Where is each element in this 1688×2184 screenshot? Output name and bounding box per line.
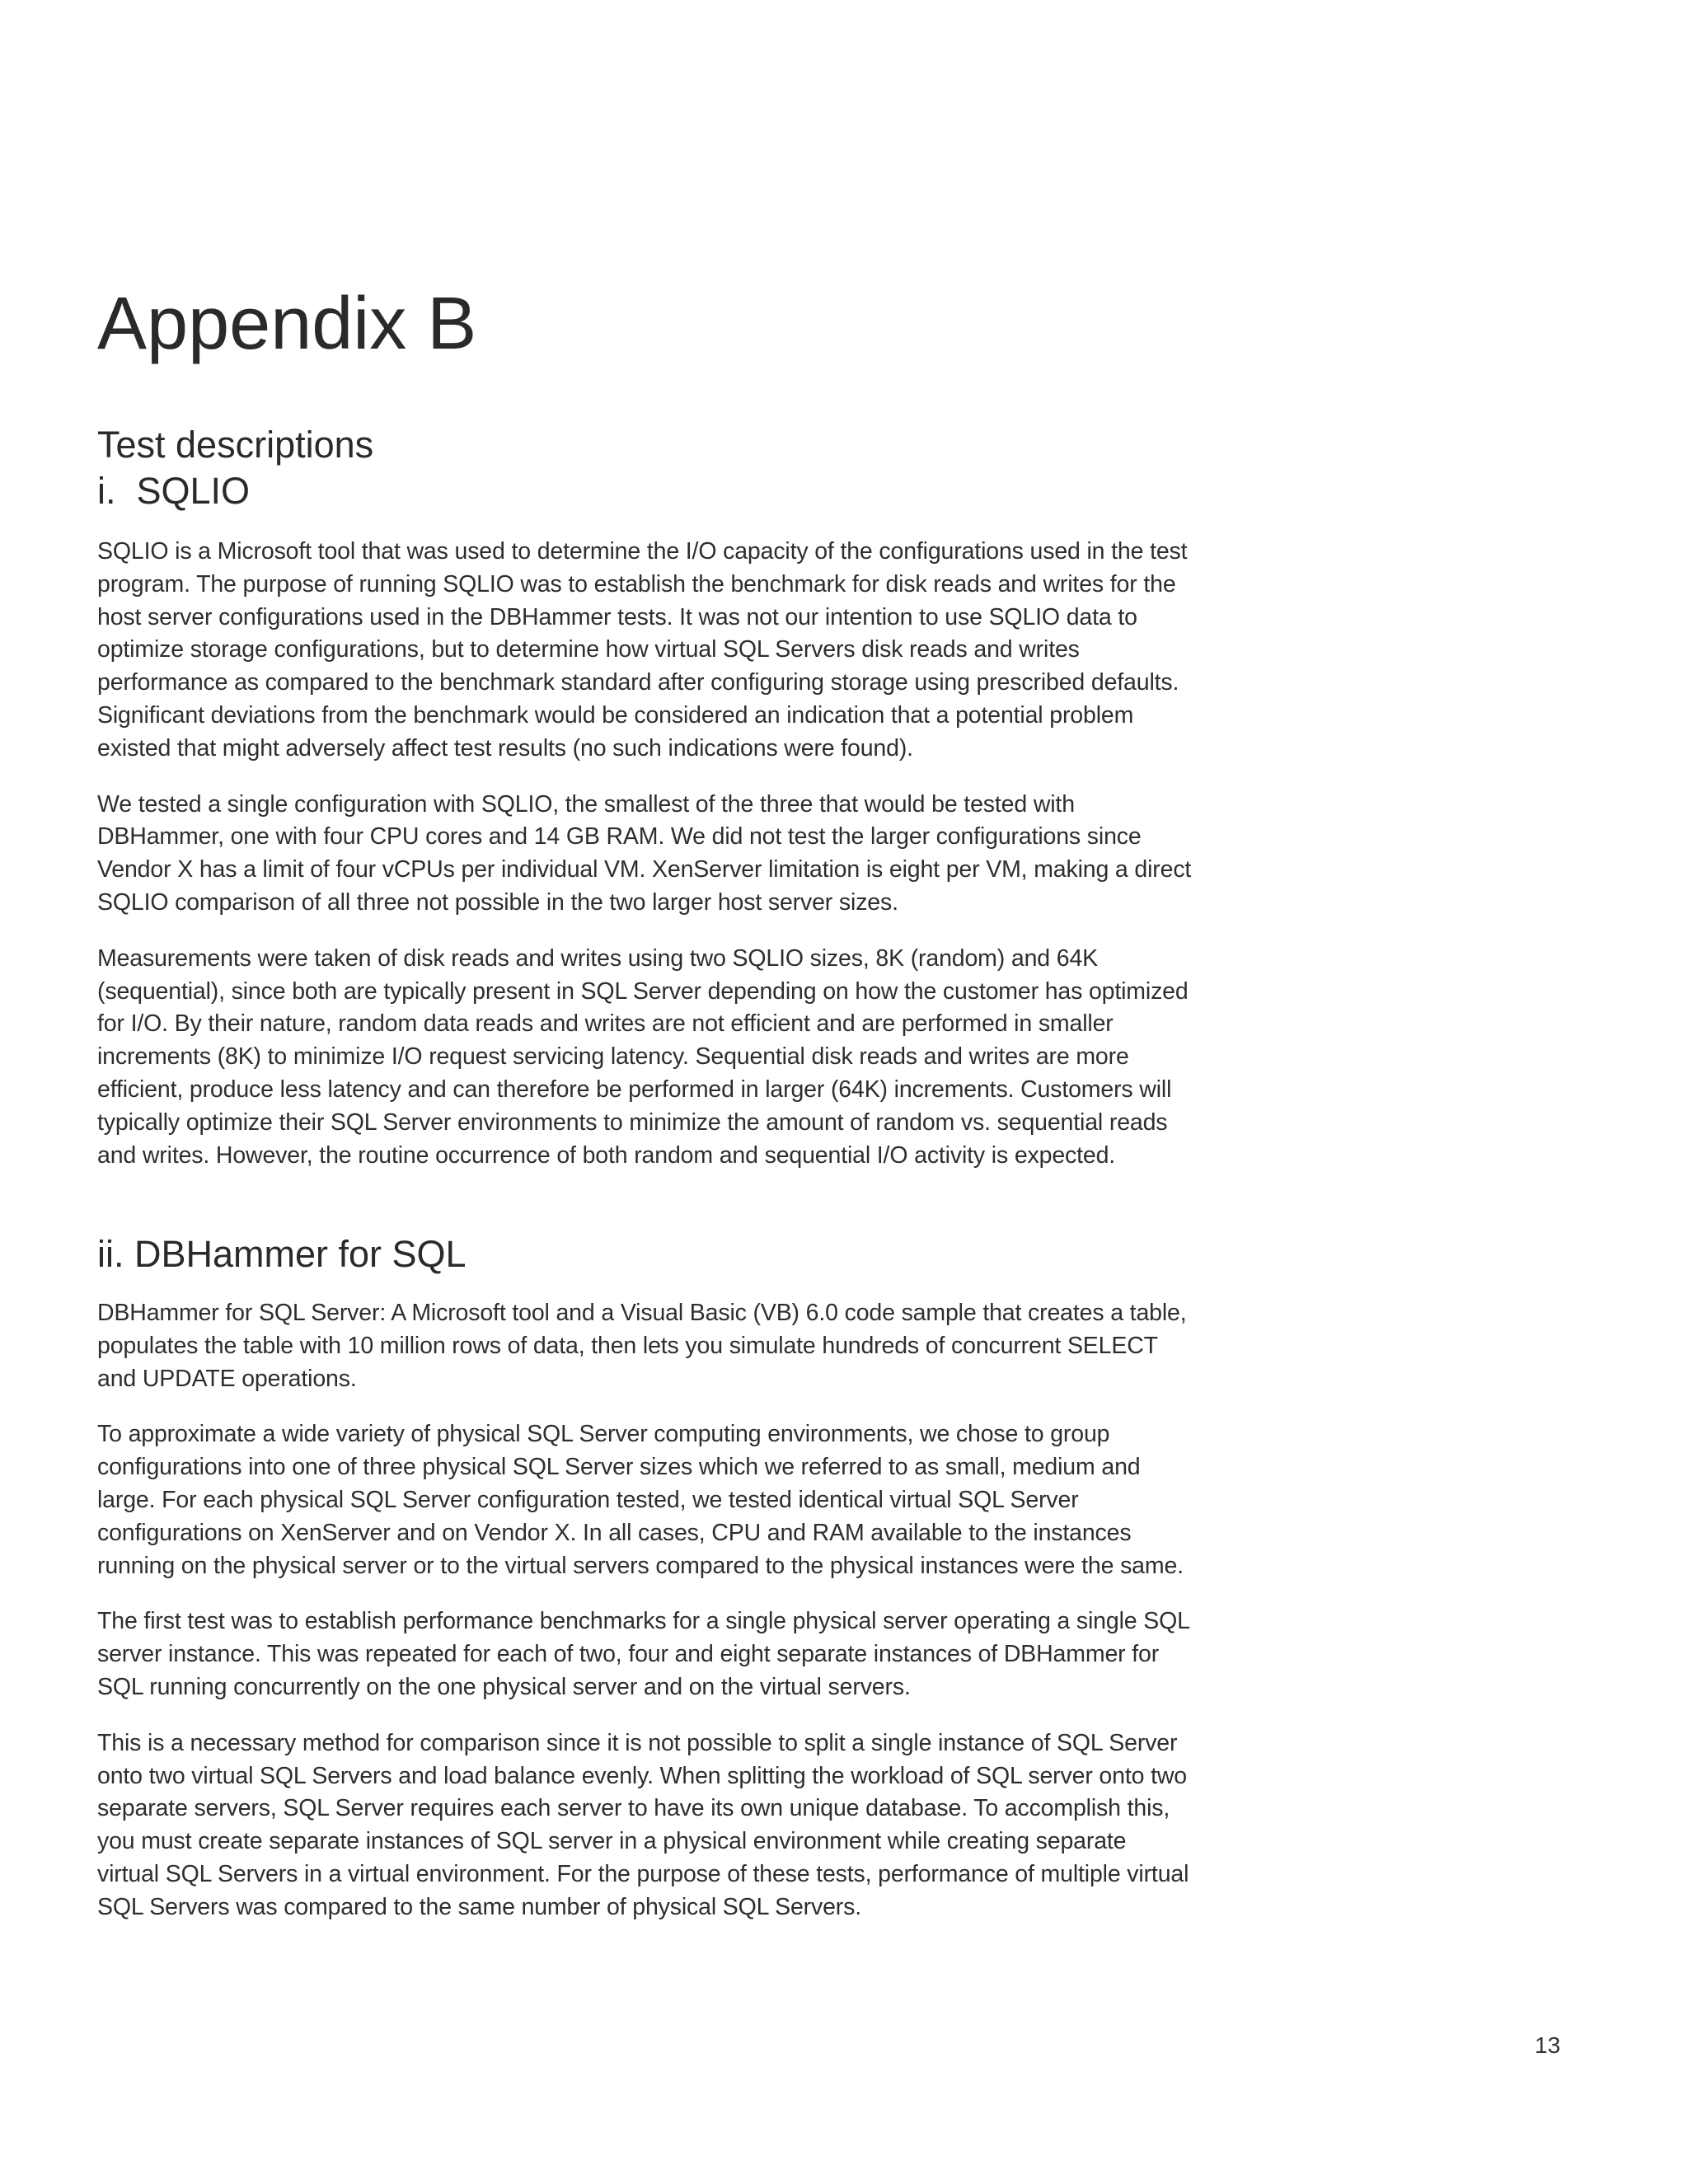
section-title: Test descriptions [97,424,374,466]
dbhammer-heading: ii. DBHammer for SQL [97,1233,467,1275]
sqlio-paragraph-2: We tested a single configuration with SQLIO, the smallest of the three that would be tested with DBHammer, one with four CPU cores and 14 GB RAM. We did not test the larger configurations since Vendor X has a limit of four vCPUs per individual VM. XenServer limitation is eight per VM, making a direct SQLIO comparison of all three not possible in the two larger host server sizes. [97,790,1192,916]
dbhammer-paragraph-4: This is a necessary method for comparison since it is not possible to split a single instance of SQL Server onto two virtual SQL Servers and load balance evenly. When splitting the workload of SQL server onto two separate servers, SQL Server requires each server to have its own unique database. To accomplish this, you must create separate instances of SQL server in a physical environment while creating separate virtual SQL Servers in a virtual environment. For the purpose of these tests, performance of multiple virtual SQL Servers was compared to the same number of physical SQL Servers. [97,1729,1189,1920]
dbhammer-section [97,1231,1193,1277]
page-number: 13 [1535,2032,1561,2058]
dbhammer-body [97,1297,1193,1924]
sqlio-body [97,536,1193,1172]
sqlio-paragraph-3: Measurements were taken of disk reads and writes using two SQLIO sizes, 8K (random) and 64K (sequential), since both are typically present in SQL Server depending on how the customer has optimized for I/O. By their nature, random data reads and writes are not efficient and are performed in smaller increments (8K) to minimize I/O request servicing latency. Sequential disk reads and writes are more efficient, produce less latency and can therefore be performed in larger (64K) increments. Customers will typically optimize their SQL Server environments to minimize the amount of random vs. sequential reads and writes. However, the routine occurrence of both random and sequential I/O activity is expected. [97,944,1189,1169]
dbhammer-paragraph-3: The first test was to establish performance benchmarks for a single physical server operating a single SQL server instance. This was repeated for each of two, four and eight separate instances of DBHammer for SQL running concurrently on the one physical server and on the virtual servers. [97,1608,1189,1700]
dbhammer-paragraph-1: DBHammer for SQL Server: A Microsoft tool and a Visual Basic (VB) 6.0 code sample that creates a table, populates the table with 10 million rows of data, then lets you simulate hundreds of concurrent SELECT and UPDATE operations. [97,1300,1187,1392]
appendix-title: Appendix B [97,283,477,365]
sqlio-paragraph-1: SQLIO is a Microsoft tool that was used to determine the I/O capacity of the configurations used in the test program. The purpose of running SQLIO was to establish the benchmark for disk reads and writes for the host server configurations used in the DBHammer tests. It was not our intention to use SQLIO data to optimize storage configurations, but to determine how virtual SQL Servers disk reads and writes performance as compared to the benchmark standard after configuring storage using prescribed defaults. Significant deviations from the benchmark would be considered an indication that a potential problem existed that might adversely affect test results (no such indications were found). [97,538,1188,762]
sqlio-section [97,468,1193,514]
dbhammer-paragraph-2: To approximate a wide variety of physical SQL Server computing environments, we chose to group configurations into one of three physical SQL Server sizes which we referred to as small, medium and large. For each physical SQL Server configuration tested, we tested identical virtual SQL Server configurations on XenServer and on Vendor X. In all cases, CPU and RAM available to the instances running on the physical server or to the virtual servers compared to the physical instances were the same. [97,1421,1184,1579]
sqlio-heading: i. SQLIO [97,470,251,512]
